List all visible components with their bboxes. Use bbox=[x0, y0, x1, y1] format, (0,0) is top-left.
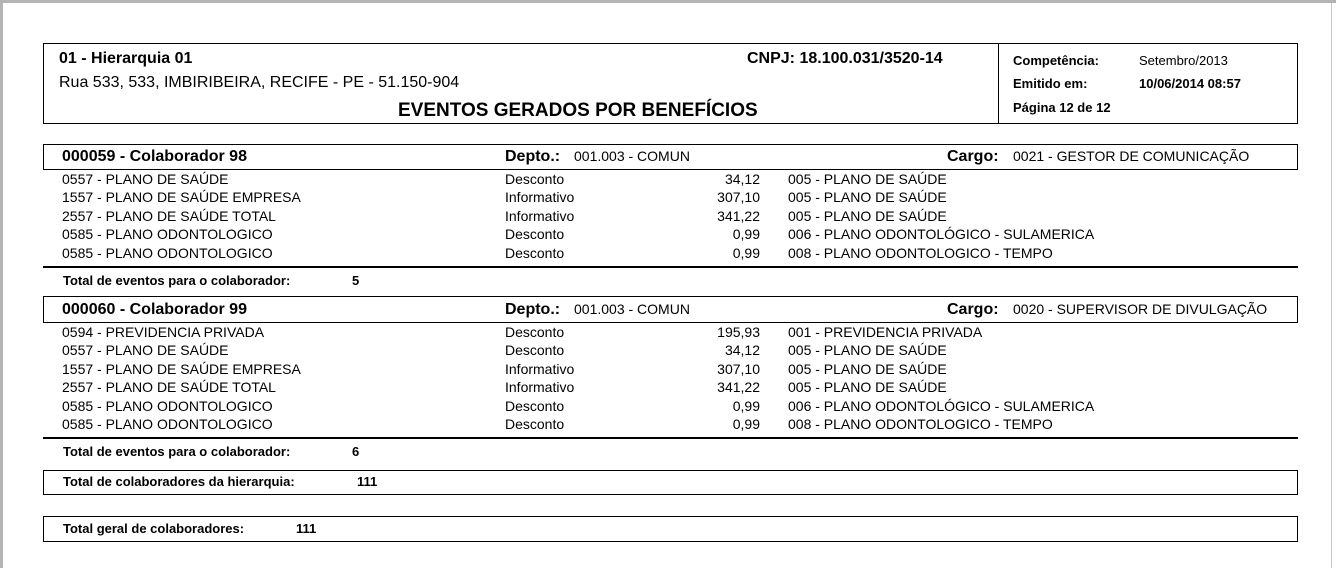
value-cell: 0,99 bbox=[732, 245, 760, 261]
type-cell: Informativo bbox=[505, 189, 575, 205]
table-row bbox=[62, 245, 1162, 263]
event-cell: 1557 - PLANO DE SAÚDE EMPRESA bbox=[62, 361, 301, 377]
table-row bbox=[62, 398, 1162, 416]
value-cell: 307,10 bbox=[717, 361, 760, 377]
depto-label: Depto.: bbox=[505, 301, 561, 318]
emitido-label: Emitido em: bbox=[1013, 76, 1088, 91]
value-cell: 0,99 bbox=[732, 416, 760, 432]
table-row bbox=[62, 189, 1162, 207]
type-cell: Desconto bbox=[505, 342, 565, 358]
event-cell: 2557 - PLANO DE SAÚDE TOTAL bbox=[62, 379, 276, 395]
cargo-value: 0020 - SUPERVISOR DE DIVULGAÇÃO bbox=[1013, 301, 1268, 317]
cargo-label: Cargo: bbox=[947, 301, 999, 318]
event-cell: 2557 - PLANO DE SAÚDE TOTAL bbox=[62, 208, 276, 224]
value-cell: 341,22 bbox=[717, 379, 760, 395]
type-cell: Desconto bbox=[505, 245, 565, 261]
company-name: 01 - Hierarquia 01 bbox=[59, 50, 193, 67]
table-row bbox=[62, 342, 1162, 360]
window-frame-left bbox=[0, 0, 3, 568]
cargo-label: Cargo: bbox=[947, 148, 999, 165]
employee-name: 000059 - Colaborador 98 bbox=[62, 148, 247, 165]
employee-total-label: Total de eventos para o colaborador: bbox=[63, 273, 291, 288]
event-cell: 0585 - PLANO ODONTOLOGICO bbox=[62, 398, 273, 414]
table-row bbox=[62, 208, 1162, 226]
value-cell: 34,12 bbox=[724, 342, 760, 358]
type-cell: Desconto bbox=[505, 226, 565, 242]
benefit-cell: 006 - PLANO ODONTOLÓGICO - SULAMERICA bbox=[788, 398, 1095, 414]
employee-total-value: 5 bbox=[352, 273, 360, 288]
value-cell: 307,10 bbox=[717, 189, 760, 205]
benefit-cell: 008 - PLANO ODONTOLOGICO - TEMPO bbox=[788, 416, 1053, 432]
value-cell: 195,93 bbox=[717, 324, 760, 340]
type-cell: Desconto bbox=[505, 324, 565, 340]
benefit-cell: 005 - PLANO DE SAÚDE bbox=[788, 208, 947, 224]
depto-label: Depto.: bbox=[505, 148, 561, 165]
depto-value: 001.003 - COMUN bbox=[574, 301, 690, 317]
report-title: EVENTOS GERADOS POR BENEFÍCIOS bbox=[398, 100, 758, 121]
hierarchy-total-label: Total de colaboradores da hierarquia: bbox=[63, 474, 295, 489]
type-cell: Informativo bbox=[505, 361, 575, 377]
grand-total-label: Total geral de colaboradores: bbox=[63, 521, 245, 536]
table-row bbox=[62, 361, 1162, 379]
grand-total-value: 111 bbox=[296, 521, 317, 536]
value-cell: 0,99 bbox=[732, 226, 760, 242]
benefit-cell: 001 - PREVIDENCIA PRIVADA bbox=[788, 324, 983, 340]
event-cell: 0594 - PREVIDENCIA PRIVADA bbox=[62, 324, 265, 340]
event-cell: 0557 - PLANO DE SAÚDE bbox=[62, 342, 229, 358]
company-address: Rua 533, 533, IMBIRIBEIRA, RECIFE - PE - 51.150-904 bbox=[59, 74, 460, 91]
value-cell: 341,22 bbox=[717, 208, 760, 224]
table-row bbox=[62, 324, 1162, 342]
benefit-cell: 005 - PLANO DE SAÚDE bbox=[788, 171, 947, 187]
benefit-cell: 006 - PLANO ODONTOLÓGICO - SULAMERICA bbox=[788, 226, 1095, 242]
event-cell: 0585 - PLANO ODONTOLOGICO bbox=[62, 416, 273, 432]
type-cell: Desconto bbox=[505, 171, 565, 187]
benefit-cell: 005 - PLANO DE SAÚDE bbox=[788, 342, 947, 358]
header-divider bbox=[998, 43, 999, 124]
benefit-cell: 005 - PLANO DE SAÚDE bbox=[788, 379, 947, 395]
type-cell: Informativo bbox=[505, 379, 575, 395]
employee-total-label: Total de eventos para o colaborador: bbox=[63, 444, 291, 459]
emitido-value: 10/06/2014 08:57 bbox=[1139, 76, 1241, 91]
page-number: Página 12 de 12 bbox=[1013, 100, 1111, 115]
hierarchy-total-value: 111 bbox=[357, 474, 378, 489]
employee-total-divider bbox=[43, 266, 1298, 268]
event-cell: 0585 - PLANO ODONTOLOGICO bbox=[62, 245, 273, 261]
value-cell: 0,99 bbox=[732, 398, 760, 414]
benefit-cell: 005 - PLANO DE SAÚDE bbox=[788, 189, 947, 205]
window-frame-right bbox=[1331, 3, 1332, 568]
table-row bbox=[62, 379, 1162, 397]
employee-total-value: 6 bbox=[352, 444, 360, 459]
type-cell: Desconto bbox=[505, 398, 565, 414]
cnpj: CNPJ: 18.100.031/3520-14 bbox=[747, 50, 943, 67]
employee-total-divider bbox=[43, 437, 1298, 439]
event-cell: 1557 - PLANO DE SAÚDE EMPRESA bbox=[62, 189, 301, 205]
type-cell: Informativo bbox=[505, 208, 575, 224]
competencia-label: Competência: bbox=[1013, 53, 1099, 68]
benefit-cell: 008 - PLANO ODONTOLOGICO - TEMPO bbox=[788, 245, 1053, 261]
competencia-value: Setembro/2013 bbox=[1139, 53, 1228, 68]
event-cell: 0585 - PLANO ODONTOLOGICO bbox=[62, 226, 273, 242]
event-cell: 0557 - PLANO DE SAÚDE bbox=[62, 171, 229, 187]
table-row bbox=[62, 171, 1162, 189]
type-cell: Desconto bbox=[505, 416, 565, 432]
cargo-value: 0021 - GESTOR DE COMUNICAÇÃO bbox=[1013, 148, 1250, 164]
benefit-cell: 005 - PLANO DE SAÚDE bbox=[788, 361, 947, 377]
table-row bbox=[62, 226, 1162, 244]
value-cell: 34,12 bbox=[724, 171, 760, 187]
table-row bbox=[62, 416, 1162, 434]
depto-value: 001.003 - COMUN bbox=[574, 148, 690, 164]
employee-name: 000060 - Colaborador 99 bbox=[62, 301, 247, 318]
window-frame-top bbox=[0, 0, 1336, 3]
